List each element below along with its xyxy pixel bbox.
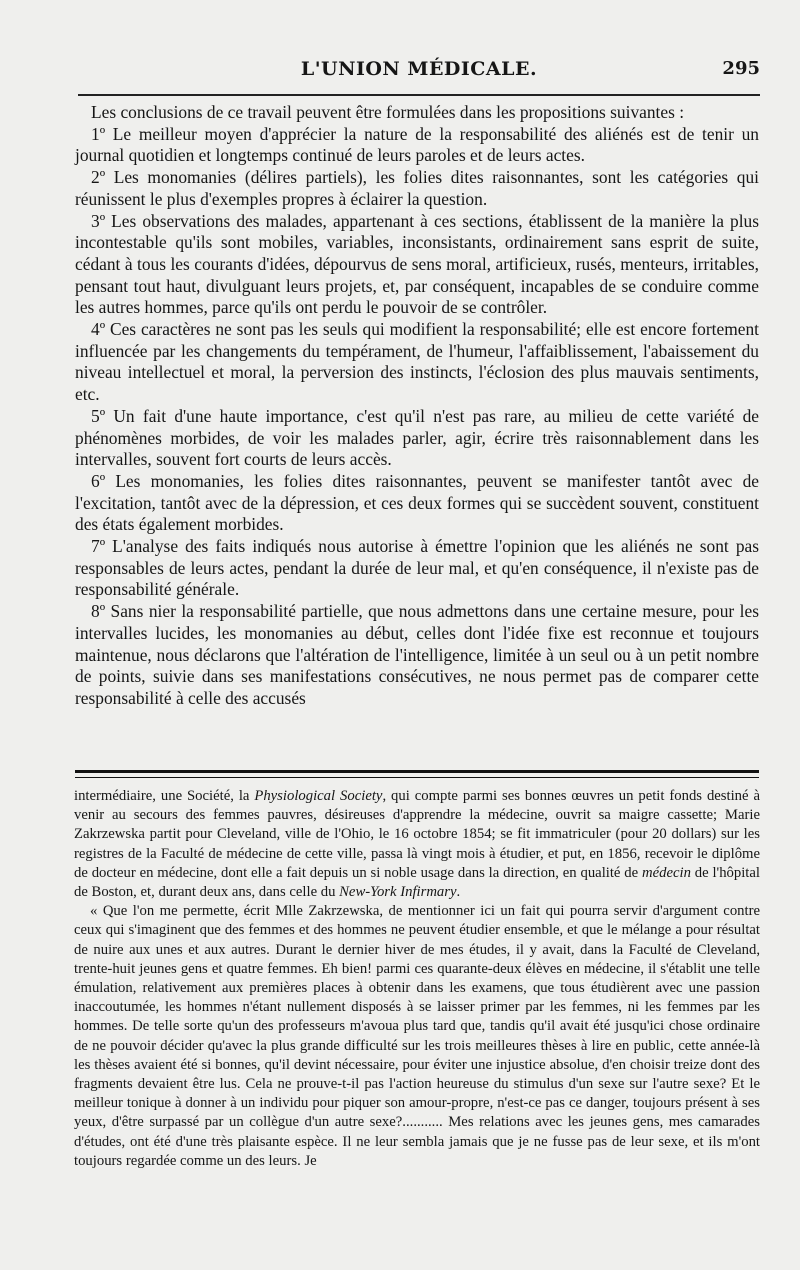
conclusion-2: 2º Les monomanies (délires partiels), les folies dites raisonnantes, sont les catégories qui réunissent le plus d'exemples propres à éclairer la question. [75, 167, 759, 209]
text-run: , qui compte parmi ses bonnes œuvres un petit fonds destiné à venir au secours des femmes pauvres, désireuses d'apprendre la médecine, ouvrit sa maigre cassette; Marie Zakrzewska partit pour Cleveland, ville de l'Ohio, le 16 octobre 1854; se fit immatriculer (pour 20 dollars) sur les registres de la Faculté de médecine de cette ville, passa là vingt mois à étudier, et put, en 1856, recevoir le diplôme de docteur en médecine, dont elle a fait depuis un si noble usage dans la direction, en qualité de [74, 788, 760, 881]
role-term: médecin [642, 864, 691, 881]
conclusion-3: 3º Les observations des malades, appartenant à ces sections, établissent de la manière la plus incontestable qu'ils sont mobiles, variables, inconsistants, ordinairement sans esprit de suite, cédant à tous les courants d'idées, dépourvus de sens moral, artificieux, rusés, menteurs, irritables, pensant tout haut, divulguant leurs projets, et, par conséquent, incapables de se conduire comme les autres hommes, parce qu'ils ont perdu le pouvoir de se contrôler. [75, 210, 759, 318]
conclusion-1: 1º Le meilleur moyen d'apprécier la nature de la responsabilité des aliénés est de tenir un journal quotidien et longtemps continué de leurs paroles et de leurs actes. [75, 123, 759, 166]
main-text [75, 102, 759, 710]
conclusion-4: 4º Ces caractères ne sont pas les seuls qui modifient la responsabilité; elle est encore fortement influencée par les changements du tempérament, de l'humeur, l'affaiblissement, l'abaissement du niveau intellectuel et moral, la perversion des instincts, l'éclosion des plus mauvais sentiments, etc. [75, 319, 759, 405]
conclusion-8: 8º Sans nier la responsabilité partielle, que nous admettons dans une certaine mesure, pour les intervalles lucides, les monomanies au début, celles dont l'idée fixe est reconnue et toujours maintenue, nous déclarons que l'altération de l'intelligence, limitée à un seul ou à un petit nombre de points, suivie dans ses manifestations consécutives, ne nous permet pas de comparer cette responsabilité à celle des accusés [75, 601, 759, 708]
conclusion-6: 6º Les monomanies, les folies dites raisonnantes, peuvent se manifester tantôt avec de l'excitation, tantôt avec de la dépression, et ces deux formes qui se succèdent souvent, constituent des états également morbides. [75, 470, 759, 535]
section-divider-thin [75, 777, 759, 778]
feuilleton-paragraph-2: « Que l'on me permette, écrit Mlle Zakrzewska, de mentionner ici un fait qui pourra servir d'argument contre ceux qui s'imaginent que des femmes et des hommes ne peuvent étudier ensemble, et que le mélange a pour résultat de nuire aux unes et aux autres. Durant le dernier hiver de mes études, il y avait, dans la Faculté de Cleveland, trente-huit jeunes gens et quatre femmes. Eh bien! parmi ces quarante-deux élèves en médecine, il s'établit une telle émulation, relativement aux premières places à obtenir dans les examens, que tous étudièrent avec une passion inaccoutumée, les hommes n'étant nullement disposés à se laisser primer par les femmes, ni les femmes par les hommes. De telle sorte qu'un des professeurs m'avoua plus tard que, tandis qu'il avait été jusqu'ici chose ordinaire de ne pouvoir décider qu'avec la plus grande difficulté sur les trois meilleures thèses à lire en public, cette année-là les thèses avaient été si bonnes, qu'il devint nécessaire, pour éviter une injustice absolue, d'en choisir treize dont des fragments devaient être lus. Cela ne prouve-t-il pas l'action heureuse du stimulus d'un sexe sur l'autre sexe? Et le meilleur tonique à donner à un individu pour piquer son amour-propre, n'est-ce pas ce danger, toujours présent à ses yeux, d'être surpassé par un collègue d'un autre sexe?........... Mes relations avec les jeunes gens, mes camarades d'études, ont été d'une très plaisante espèce. Il ne leur sembla jamais que je ne fusse pas de leur sexe, et ils m'ont toujours regardée comme un des leurs. Je [74, 903, 760, 1169]
institution-name: New-York Infirmary [339, 884, 457, 901]
text-run: . [456, 884, 461, 901]
text-run: de l'hôpital de Boston, et, durant deux ans, dans celle du [74, 864, 760, 901]
feuilleton-text [74, 787, 760, 1171]
text-run: intermédiaire, une Société, la [74, 788, 255, 804]
society-name: Physiological Society [254, 788, 383, 804]
section-divider-thick [75, 770, 759, 773]
running-title: L'UNION MÉDICALE. [300, 58, 538, 80]
header-rule [78, 94, 760, 96]
intro-paragraph: Les conclusions de ce travail peuvent être formulées dans les propositions suivantes : [91, 102, 685, 122]
conclusion-5: 5º Un fait d'une haute importance, c'est qu'il n'est pas rare, au milieu de cette variété de phénomènes morbides, de voir les malades parler, agir, écrire très raisonnablement dans les intervalles, souvent fort courts de leurs accès. [75, 405, 759, 470]
page-number: 295 [722, 58, 760, 79]
feuilleton-paragraph-1 [74, 787, 760, 902]
page-header [78, 58, 760, 88]
conclusion-7: 7º L'analyse des faits indiqués nous autorise à émettre l'opinion que les aliénés ne sont pas responsables de leurs actes, pendant la durée de leur mal, et qu'en conséquence, il n'existe pas de responsabilité générale. [75, 536, 759, 600]
